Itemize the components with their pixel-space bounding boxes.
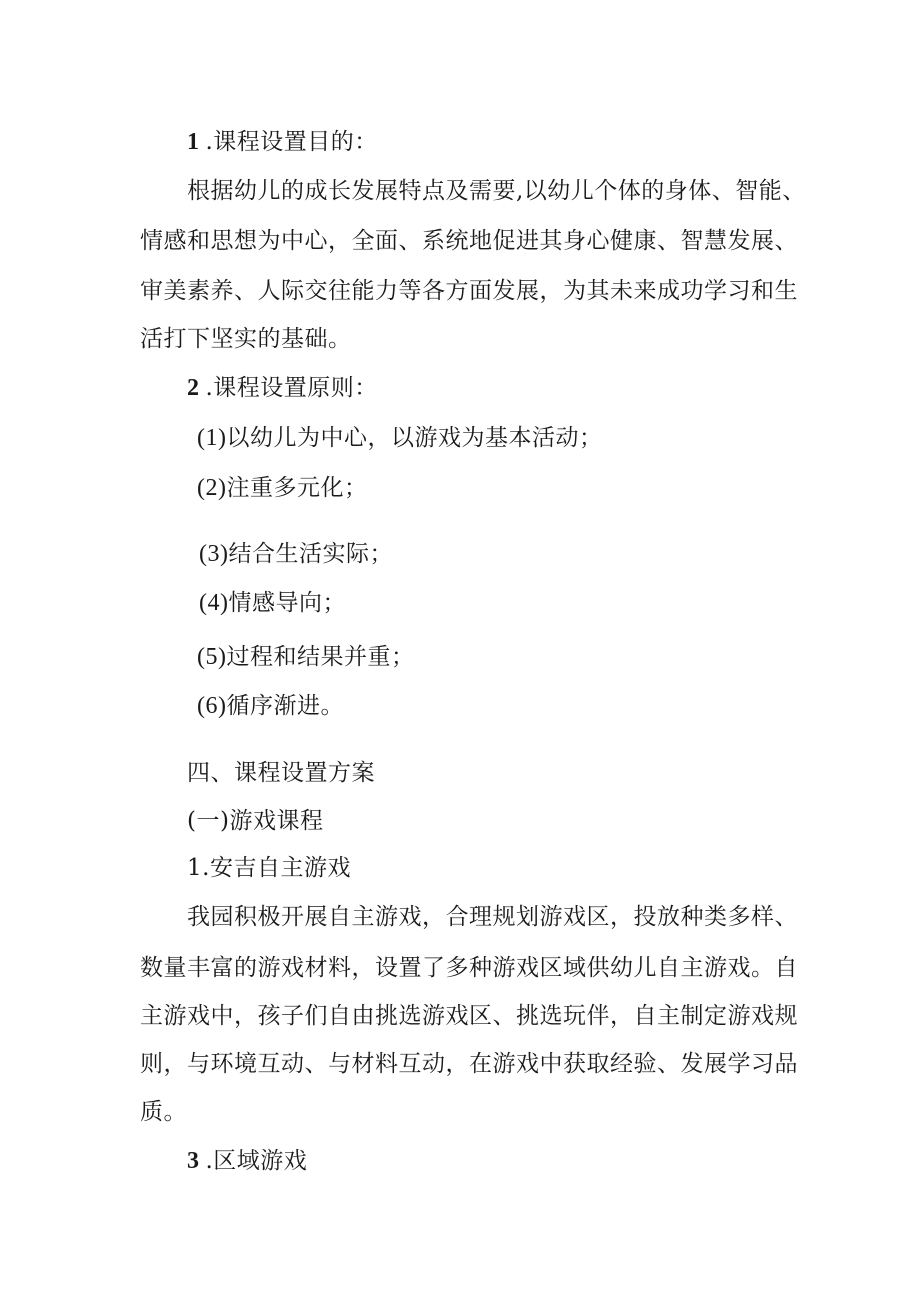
principle-text: 情感导向；: [228, 590, 346, 616]
principle-number: (3): [199, 541, 229, 567]
principle-text: 以幼儿为中心，以游戏为基本活动；: [226, 425, 603, 451]
principle-number: (5): [197, 644, 227, 670]
principle-item: [197, 691, 344, 721]
section-2-title: .课程设置原则：: [205, 375, 378, 401]
principle-number: (1): [197, 425, 227, 451]
section-2-number: 2: [187, 375, 200, 401]
sub-heading: (一)游戏课程: [187, 808, 324, 834]
principle-number: (2): [197, 475, 227, 501]
section-1-title: .课程设置目的：: [205, 129, 378, 155]
paragraph-line: 活打下坚实的基础。: [140, 326, 352, 352]
item-heading: 1.安吉自主游戏: [187, 855, 351, 881]
principle-text: 结合生活实际；: [228, 541, 393, 567]
principle-item: [197, 423, 602, 453]
paragraph-line: 质。: [140, 1099, 187, 1125]
chapter-heading: 四、课程设置方案: [187, 760, 375, 786]
principle-text: 注重多元化；: [226, 475, 368, 501]
section-1-heading: [187, 127, 378, 157]
paragraph-line: 数量丰富的游戏材料，设置了多种游戏区域供幼儿自主游戏。自: [140, 955, 798, 981]
principle-item: [199, 539, 393, 569]
paragraph-line: 主游戏中，孩子们自由挑选游戏区、挑选玩伴，自主制定游戏规: [140, 1003, 798, 1029]
principle-text: 过程和结果并重；: [226, 644, 415, 670]
principle-item: [197, 642, 414, 672]
principle-number: (6): [197, 693, 227, 719]
paragraph-line: 情感和思想为中心，全面、系统地促进其身心健康、智慧发展、: [140, 228, 798, 254]
paragraph-line: 根据幼儿的成长发展特点及需要,以幼儿个体的身体、智能、: [187, 178, 806, 204]
paragraph-line: 审美素养、人际交往能力等各方面发展，为其未来成功学习和生: [140, 278, 798, 304]
principle-number: (4): [199, 590, 229, 616]
paragraph-line: 则，与环境互动、与材料互动，在游戏中获取经验、发展学习品: [140, 1051, 798, 1077]
section-3-number: 3: [187, 1148, 200, 1174]
paragraph-line: 我园积极开展自主游戏，合理规划游戏区，投放种类多样、: [187, 904, 798, 930]
section-1-number: 1: [187, 129, 200, 155]
section-3-heading: [187, 1146, 307, 1176]
principle-item: [197, 473, 367, 503]
section-2-heading: [187, 373, 378, 403]
principle-text: 循序渐进。: [226, 693, 344, 719]
principle-item: [199, 588, 346, 618]
section-3-title: .区域游戏: [205, 1148, 308, 1174]
